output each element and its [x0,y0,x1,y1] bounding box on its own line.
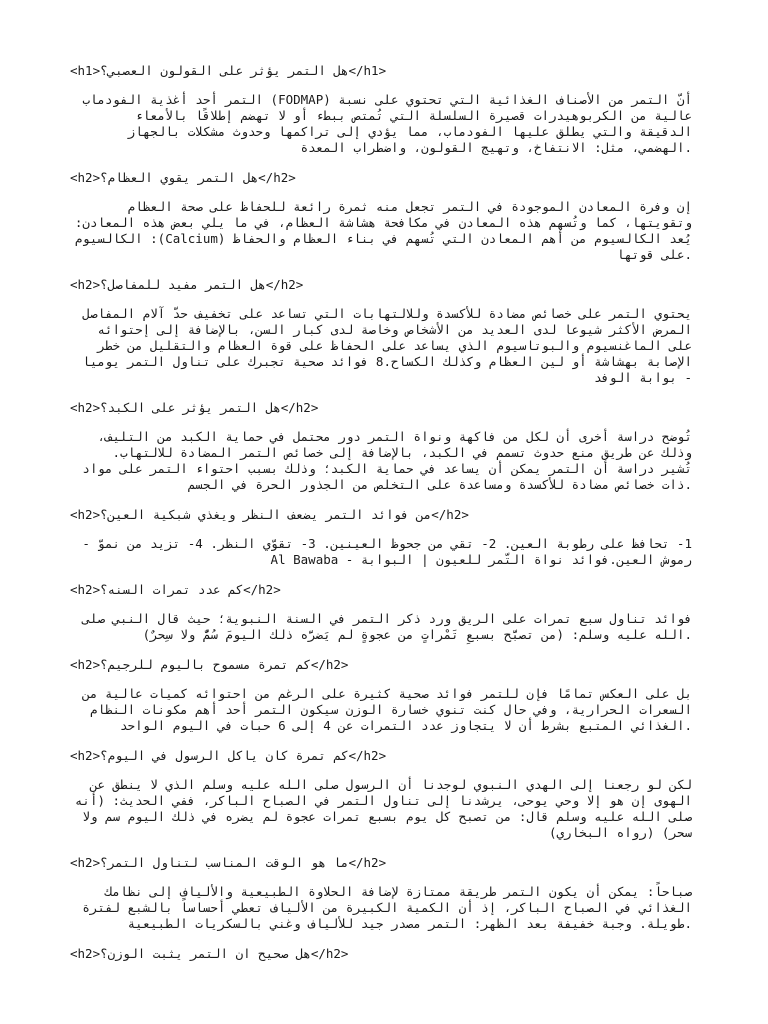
paragraph-line: سحر) (رواه البخاري) [549,825,692,840]
paragraph-line: صباحاً: يمكن أن يكون التمر طريقة ممتازة لإضافة الحلاوة الطبيعية والألياف إلى نظامك [105,884,692,899]
section-heading: <h1>هل التمر يؤثر على القولون العصبي؟</h1> [70,63,387,78]
section-heading: <h2>هل التمر يقوي العظام؟</h2> [70,170,296,185]
section-heading: <h2>كم تمرة مسموح باليوم للرجيم؟</h2> [70,657,349,672]
section-prophet [70,747,692,841]
paragraph-line: وتقويتها، كما وتُسهم هذه المعادن في مكافحة هشاشة العظام، في ما يلي بعض هذه المعادن: [74,215,692,230]
paragraph-line: .ذات خصائص مضادة للأكسدة ومساعدة على التخلص من الجذور الحرة في الجسم [187,477,692,492]
section-eyes [70,506,692,568]
section-heading: <h2>هل صحيح ان التمر يثبت الوزن؟</h2> [70,946,349,961]
paragraph-line: .على قوتها [616,247,692,262]
paragraph-line: الهوى إن هو إلا وحي يوحى، يرشدنا إلى تناول التمر في الصباح الباكر، ففي الحديث: (أنه [74,793,692,808]
section-heading: <h2>كم عدد تمرات السنه؟</h2> [70,582,281,597]
paragraph-line: الغذائي في الصباح الباكر، إذ أن الكمية الكبيرة من الألياف تعطي أحساساً بالشبع لفترة [82,900,692,915]
paragraph-line: .الله عليه وسلم: (من تصبَّح بسبعِ تَمْراتٍ من عجوةٍ لم يَضرَّه ذلك اليومَ سُمٌّ ولا سِحرٌ) [142,627,692,642]
paragraph-line: .الهضمي، مثل: الانتفاخ، وتهيج القولون، واضطراب المعدة [300,140,692,155]
section-heading: <h2>ما هو الوقت المناسب لتناول التمر؟</h2> [70,855,387,870]
paragraph-line: الدقيقة والتي يطلق عليها الفودماب، مما يؤدي إلى تراكمها وحدوث مشكلات بالجهاز [127,124,692,139]
section-sunnah [70,581,692,643]
paragraph-line: المرض الأكثر شيوعا لدى العديد من الأشخاص وخاصة لدى كبار السن، بالإضافة إلى إحتوائه [97,322,692,337]
section-paragraph [70,306,692,386]
section-paragraph [70,536,692,568]
section-ibs [70,62,692,156]
section-paragraph [70,777,692,841]
paragraph-line: بل على العكس تمامًا فإن للتمر فوائد صحية كثيرة على الرغم من احتوائه كميات عالية من [82,686,692,701]
section-paragraph [70,686,692,734]
document-page [70,62,692,975]
paragraph-line: 1- تحافظ على رطوبة العين. 2- تقي من جحوظ العينين. 3- تقوّي النظر. 4- تزيد من نموّ - [82,536,692,551]
paragraph-line: صلى الله عليه وسلم قال: من تصبح كل يوم بسبع تمرات عجوة لم يضره في ذلك اليوم سم ولا [82,809,692,824]
paragraph-line: .طويلة. وجبة خفيفة بعد الظهر: التمر مصدر جيد للألياف وغني بالسكريات الطبيعية [127,916,692,931]
paragraph-line: على الماغنسيوم والبوتاسيوم الذي يساعد على الحفاظ على قوة العظام والتقليل من خطر [97,338,692,353]
section-heading: <h2>هل التمر يؤثر على الكبد؟</h2> [70,400,319,415]
paragraph-line: وذلك عن طريق منع حدوث تسمم في الكبد، بالإضافة إلى خصائص التمر المضادة للالتهاب. [112,445,692,460]
paragraph-line: أنّ التمر من الأصناف الغذائية التي تحتوي على نسبة (FODMAP) التمر أحد أغذية الفودماب [82,92,692,107]
paragraph-line: لكن لو رجعنا إلى الهدي النبوي لوجدنا أن الرسول صلى الله عليه وسلم الذي لا ينطق عن [89,777,692,792]
paragraph-line: إن وفرة المعادن الموجودة في التمر تجعل منه ثمرة رائعة للحفاظ على صحة العظام [127,199,692,214]
paragraph-line: - بوابة الوفد [594,370,692,385]
section-bones [70,169,692,263]
paragraph-line: تُوضح دراسة أخرى أن لكل من فاكهة ونواة التمر دور محتمل في حماية الكبد من التليف، [97,429,692,444]
section-paragraph [70,611,692,643]
paragraph-line: رموش العين.فوائد نواة التّمر للعيون | البوابة - Al Bawaba [270,552,692,567]
paragraph-line: .الغذائي المتبع بشرط أن لا يتجاوز عدد التمرات عن 4 إلى 6 حبات في اليوم الواحد [120,718,692,733]
section-heading: <h2>من فوائد التمر يضعف النظر ويغذي شبكية العين؟</h2> [70,507,469,522]
paragraph-line: الإصابة بهشاشة أو لين العظام وكذلك الكساح.8 فوائد صحية تجبرك على تناول التمر يوميا [82,354,692,369]
section-diet [70,656,692,734]
section-heading: <h2>كم تمرة كان ياكل الرسول في اليوم؟</h2> [70,748,387,763]
section-paragraph [70,92,692,156]
paragraph-line: يُعد الكالسيوم من أهم المعادن التي تُسهم في بناء العظام والحفاظ (Calcium): الكالسيوم [74,231,692,246]
section-timing [70,854,692,932]
paragraph-line: تُشير دراسة أن التمر يمكن أن يساعد في حماية الكبد؛ وذلك بسبب احتواء التمر على مواد [82,461,692,476]
section-joints [70,276,692,386]
paragraph-line: عالية من الكربوهيدرات قصيرة السلسلة التي تُمتص ببطء أو لا تهضم إطلاقًا بالأمعاء [135,108,692,123]
section-heading: <h2>هل التمر مفيد للمفاصل؟</h2> [70,277,304,292]
section-liver [70,399,692,493]
paragraph-line: السعرات الحرارية، وفي حال كنت تنوي خسارة الوزن سيكون التمر أحد أهم مكونات النظام [89,702,692,717]
paragraph-line: فوائد تناول سبع تمرات على الريق ورد ذكر التمر في السنة النبوية؛ حيث قال النبي صلى [82,611,692,626]
section-weight [70,945,692,963]
paragraph-line: يحتوي التمر على خصائص مضادة للأكسدة وللالتهابات التي تساعد على تخفيف حدّ آلام المفاصل [82,306,692,321]
section-paragraph [70,429,692,493]
section-paragraph [70,199,692,263]
section-paragraph [70,884,692,932]
